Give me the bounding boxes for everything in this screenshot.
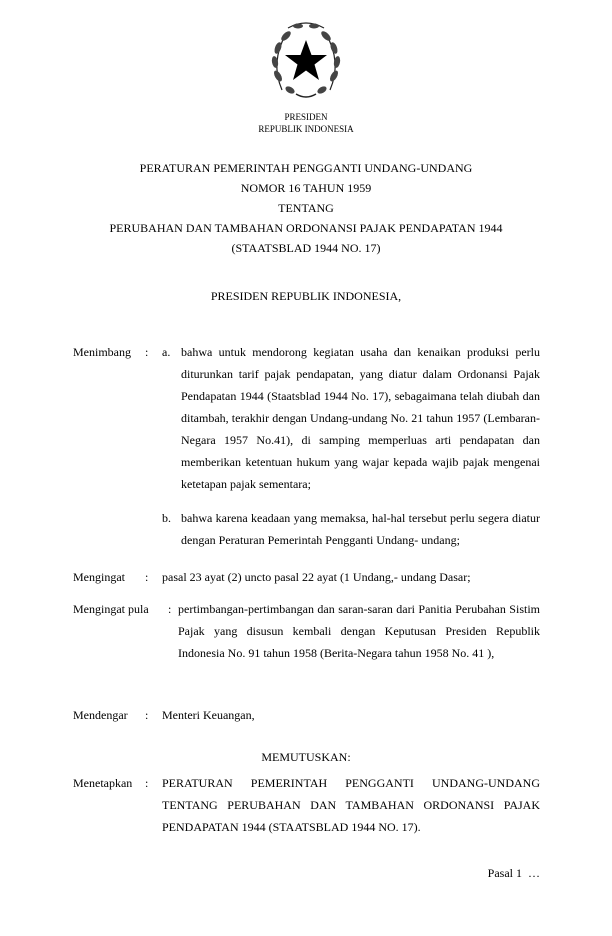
opening: PRESIDEN REPUBLIK INDONESIA,: [210, 289, 402, 303]
document-title: [0, 158, 612, 258]
section-text: Menteri Keuangan,: [162, 708, 255, 722]
item-mark: b.: [162, 511, 171, 525]
page-continuation: Pasal 1 …: [487, 866, 540, 880]
title-line: (STAATSBLAD 1944 NO. 17): [231, 241, 381, 255]
header-presiden: PRESIDEN: [284, 112, 328, 122]
menetapkan-section: [73, 772, 540, 838]
section-label: Menetapkan: [73, 776, 133, 790]
section-label: Mendengar: [73, 708, 128, 722]
title-line: PERUBAHAN DAN TAMBAHAN ORDONANSI PAJAK PENDAPATAN 1944: [109, 221, 503, 235]
item-text: bahwa karena keadaan yang memaksa, hal-hal tersebut perlu segera diatur dengan Peraturan Pemerintah Pengganti Undang- undang;: [181, 511, 540, 547]
colon: :: [145, 570, 149, 584]
colon: :: [145, 345, 149, 359]
item-mark: a.: [162, 345, 171, 359]
header-republik: REPUBLIK INDONESIA: [258, 124, 354, 134]
section-text: PERATURAN PEMERINTAH PENGGANTI UNDANG-UNDANG TENTANG PERUBAHAN DAN TAMBAHAN ORDONANSI PAJAK PENDAPATAN 1944 (STAATSBLAD 1944 NO. 17).: [162, 776, 540, 834]
section-text: pasal 23 ayat (2) uncto pasal 22 ayat (1 Undang,- undang Dasar;: [162, 570, 471, 584]
mengingat-pula-section: [73, 598, 540, 664]
menimbang-section: [73, 341, 540, 551]
title-line: PERATURAN PEMERINTAH PENGGANTI UNDANG-UNDANG: [139, 161, 473, 175]
memutuskan-heading: MEMUTUSKAN:: [261, 750, 351, 764]
item-text: bahwa untuk mendorong kegiatan usaha dan kenaikan produksi perlu diturunkan tarif pajak pendapatan, yang diatur dalam Ordonansi Pajak Pendapatan 1944 (Staatsblad 1944 No. 17), sebagaimana telah diubah dan ditambah, terakhir dengan Undang-undang No. 21 tahun 1957 (Lembaran-Negara 1957 No.41), di samping memperluas arti pendapatan dan memberikan ketentuan hukum yang wajar kepada wajib pajak mengenai ketetapan pajak sementara;: [181, 345, 540, 491]
colon: :: [145, 776, 149, 790]
colon: :: [168, 602, 172, 616]
title-line: NOMOR 16 TAHUN 1959: [240, 181, 372, 195]
section-label: Mengingat: [73, 570, 125, 584]
section-text: pertimbangan-pertimbangan dan saran-saran dari Panitia Perubahan Sistim Pajak yang disusun kembali dengan Keputusan Presiden Republik Indonesia No. 91 tahun 1958 (Berita-Negara tahun 1958 No. 41 ),: [178, 602, 540, 660]
section-label: Mengingat pula: [73, 602, 149, 616]
mengingat-section: [73, 566, 540, 588]
mendengar-section: [73, 704, 540, 726]
colon: :: [145, 708, 149, 722]
section-label: Menimbang: [73, 345, 131, 359]
star-wreath-emblem-icon: [268, 20, 344, 102]
title-line: TENTANG: [278, 201, 334, 215]
